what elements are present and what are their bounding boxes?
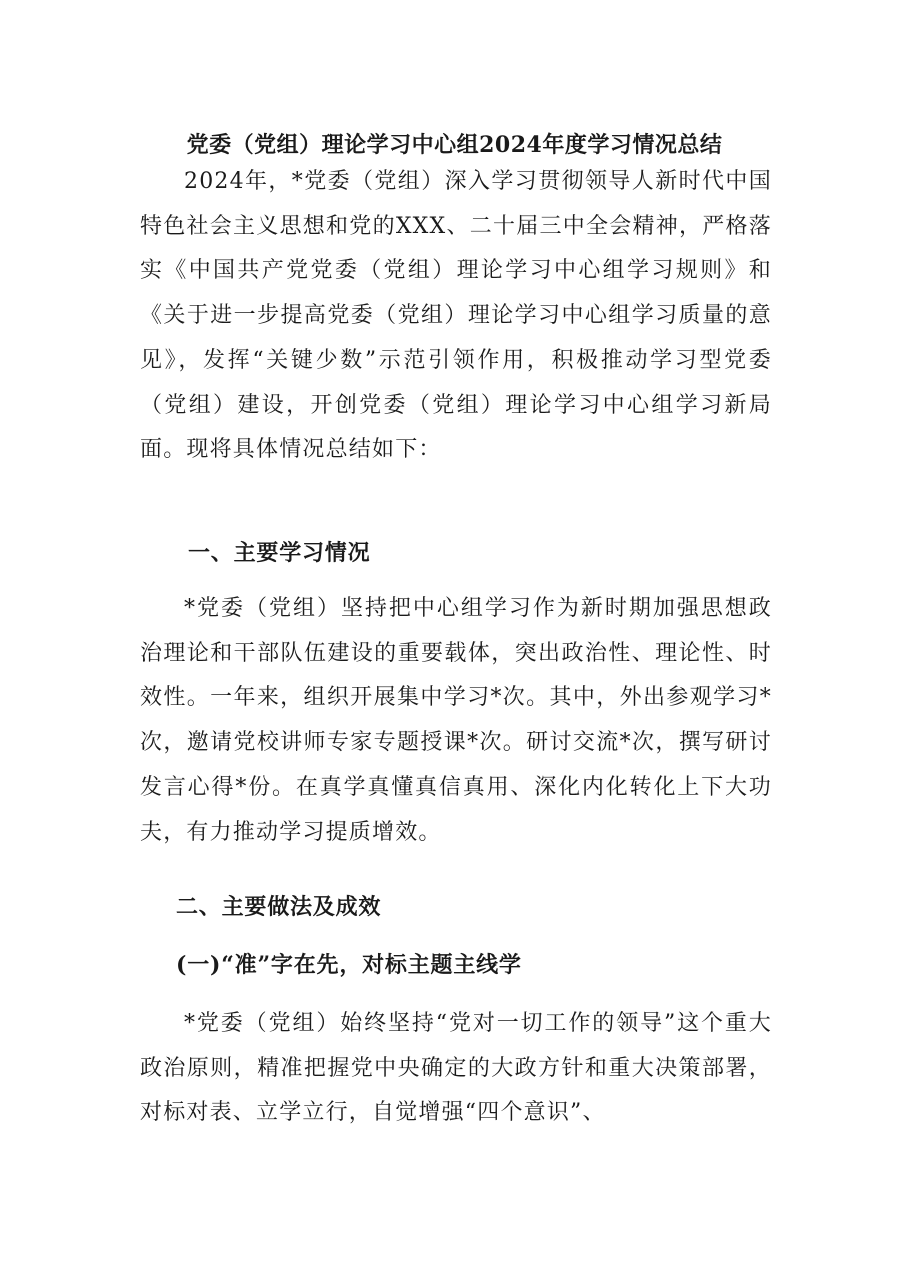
intro-paragraph: 2024年，*党委（党组）深入学习贯彻领导人新时代中国特色社会主义思想和党的XXX、二十届三中全会精神，严格落实《中国共产党党委（党组）理论学习中心组学习规则》和《关于进一步提高党委（党组）理论学习中心组学习质量的意见》，发挥“关键少数”示范引领作用，积极推动学习型党委（党组）建设，开创党委（党组）理论学习中心组学习新局面。现将具体情况总结如下： bbox=[140, 169, 772, 463]
subsection-heading-accuracy: (一)“准”字在先，对标主题主线学 bbox=[176, 952, 522, 978]
main-study-paragraph: *党委（党组）坚持把中心组学习作为新时期加强思想政治理论和干部队伍建设的重要载体，突出政治性、理论性、时效性。一年来，组织开展集中学习*次。其中，外出参观学习*次，邀请党校讲师专家专题授课*次。研讨交流*次，撰写研讨发言心得*份。在真学真懂真信真用、深化内化转化上下大功夫，有力推动学习提质增效。 bbox=[140, 596, 772, 845]
section-heading-practices: 二、主要做法及成效 bbox=[176, 894, 382, 920]
accuracy-paragraph: *党委（党组）始终坚持“党对一切工作的领导”这个重大政治原则，精准把握党中央确定的大政方针和重大决策部署，对标对表、立学立行，自觉增强“四个意识”、 bbox=[140, 1011, 772, 1126]
document-title: 党委（党组）理论学习中心组2024年度学习情况总结 bbox=[186, 132, 723, 158]
section-heading-main-study: 一、主要学习情况 bbox=[188, 540, 371, 566]
